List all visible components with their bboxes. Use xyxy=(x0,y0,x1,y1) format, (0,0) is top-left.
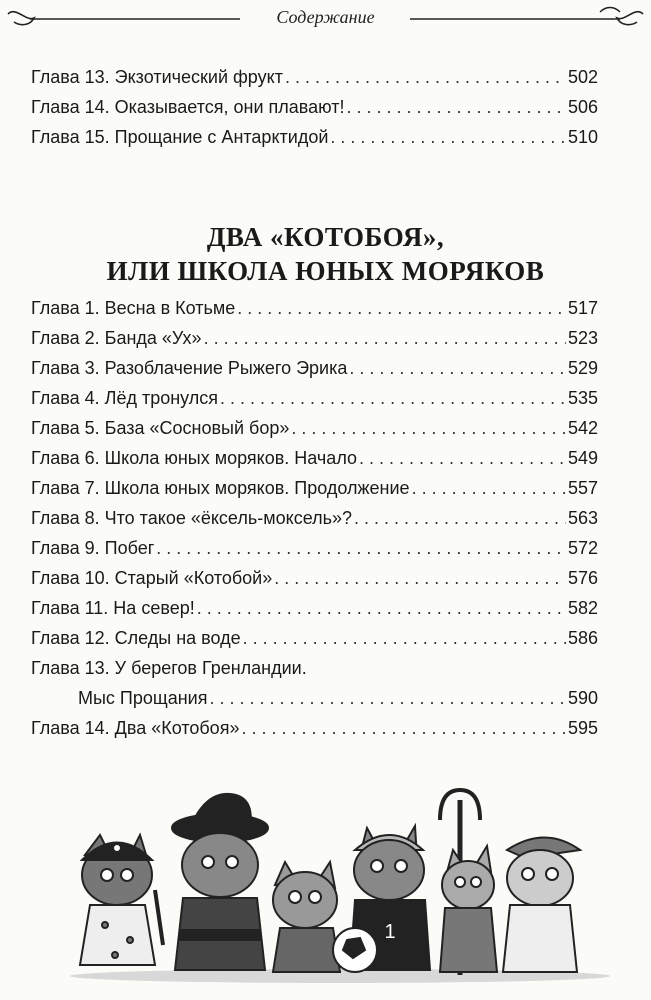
running-header xyxy=(0,0,651,40)
toc-entry-label: Глава 14. Оказывается, они плавают! xyxy=(31,97,345,117)
dot-leader xyxy=(412,473,566,503)
dot-leader xyxy=(346,92,565,122)
toc-entry[interactable] xyxy=(31,293,598,323)
toc-entry[interactable] xyxy=(31,383,598,413)
toc-entry-page: 549 xyxy=(567,448,598,468)
toc-entry[interactable] xyxy=(31,92,598,122)
toc-entry-page: 576 xyxy=(567,568,598,588)
cat-pirate-figure xyxy=(80,835,163,965)
toc-entry-page: 586 xyxy=(567,628,598,648)
cat-footballer-figure xyxy=(333,826,430,972)
toc-entry-page: 563 xyxy=(567,508,598,528)
toc-entry-label-cont: Мыс Прощания xyxy=(78,688,208,708)
dot-leader xyxy=(330,122,566,152)
cats-illustration xyxy=(55,780,615,990)
toc-entry-page: 590 xyxy=(567,688,598,708)
toc-entry-label: Глава 7. Школа юных моряков. Продолжение xyxy=(31,478,410,498)
toc-entry[interactable] xyxy=(31,623,598,653)
toc-entry-page: 557 xyxy=(567,478,598,498)
toc-entry[interactable] xyxy=(31,413,598,443)
toc-entry[interactable] xyxy=(31,533,598,563)
toc-entry-label: Глава 3. Разоблачение Рыжего Эрика xyxy=(31,358,348,378)
cat-scarf-figure xyxy=(273,862,340,972)
toc-entry-label: Глава 14. Два «Котобоя» xyxy=(31,718,240,738)
toc-entry[interactable] xyxy=(31,593,598,623)
toc-entry[interactable] xyxy=(31,473,598,503)
toc-entry[interactable] xyxy=(31,503,598,533)
dot-leader xyxy=(156,533,566,563)
toc-entry-page: 572 xyxy=(567,538,598,558)
toc-entry[interactable] xyxy=(31,122,598,152)
toc-entry-page: 595 xyxy=(567,718,598,738)
toc-entry-page: 510 xyxy=(567,127,598,147)
toc-entry[interactable] xyxy=(31,443,598,473)
toc-entry-label: Глава 2. Банда «Ух» xyxy=(31,328,202,348)
dot-leader xyxy=(241,713,566,743)
dot-leader xyxy=(285,62,566,92)
toc-entry-label: Глава 12. Следы на воде xyxy=(31,628,241,648)
toc-entry-page: 535 xyxy=(567,388,598,408)
section-title-line1: ДВА «КОТОБОЯ», xyxy=(206,222,445,252)
toc-entry-label: Глава 10. Старый «Котобой» xyxy=(31,568,273,588)
shirt-number: 1 xyxy=(384,921,396,943)
toc-entry-label: Глава 13. Экзотический фрукт xyxy=(31,67,283,87)
toc-entry-page: 502 xyxy=(567,67,598,87)
toc-entry-label: Глава 1. Весна в Котьме xyxy=(31,298,236,318)
dot-leader xyxy=(243,623,566,653)
dot-leader xyxy=(274,563,566,593)
toc-entry[interactable] xyxy=(31,713,598,743)
toc-entry-page: 506 xyxy=(567,97,598,117)
dot-leader xyxy=(291,413,566,443)
toc-entry-page: 517 xyxy=(567,298,598,318)
toc-entry-label: Глава 13. У берегов Гренландии. xyxy=(31,658,307,678)
toc-entry-page: 523 xyxy=(567,328,598,348)
cat-cap-figure xyxy=(503,838,580,973)
cat-hat-figure xyxy=(172,794,268,970)
dot-leader xyxy=(204,323,566,353)
toc-entry-page: 542 xyxy=(567,418,598,438)
toc-top xyxy=(31,62,598,152)
toc-entry-label: Глава 6. Школа юных моряков. Начало xyxy=(31,448,358,468)
dot-leader xyxy=(349,353,566,383)
toc-entry-page: 582 xyxy=(567,598,598,618)
toc-main xyxy=(31,293,598,743)
dot-leader xyxy=(197,593,566,623)
toc-entry[interactable] xyxy=(31,353,598,383)
toc-entry-label: Глава 15. Прощание с Антарктидой xyxy=(31,127,329,147)
dot-leader xyxy=(237,293,566,323)
section-title-line2: ИЛИ ШКОЛА ЮНЫХ МОРЯКОВ xyxy=(106,256,545,286)
toc-entry[interactable] xyxy=(31,563,598,593)
toc-entry[interactable] xyxy=(31,323,598,353)
running-header-title: Содержание xyxy=(268,7,382,27)
toc-entry-page: 529 xyxy=(567,358,598,378)
cat-trident-figure xyxy=(440,790,497,975)
cats-drawing xyxy=(55,780,615,985)
dot-leader xyxy=(209,683,565,713)
dot-leader xyxy=(354,503,566,533)
toc-entry[interactable] xyxy=(31,62,598,92)
section-title xyxy=(0,220,651,288)
toc-entry-multiline[interactable] xyxy=(31,653,598,713)
toc-entry-label: Глава 5. База «Сосновый бор» xyxy=(31,418,290,438)
dot-leader xyxy=(220,383,566,413)
toc-entry-label: Глава 8. Что такое «ёксель-моксель»? xyxy=(31,508,353,528)
toc-entry-label: Глава 9. Побег xyxy=(31,538,155,558)
toc-entry-label: Глава 11. На север! xyxy=(31,598,195,618)
toc-entry-label: Глава 4. Лёд тронулся xyxy=(31,388,219,408)
dot-leader xyxy=(359,443,566,473)
